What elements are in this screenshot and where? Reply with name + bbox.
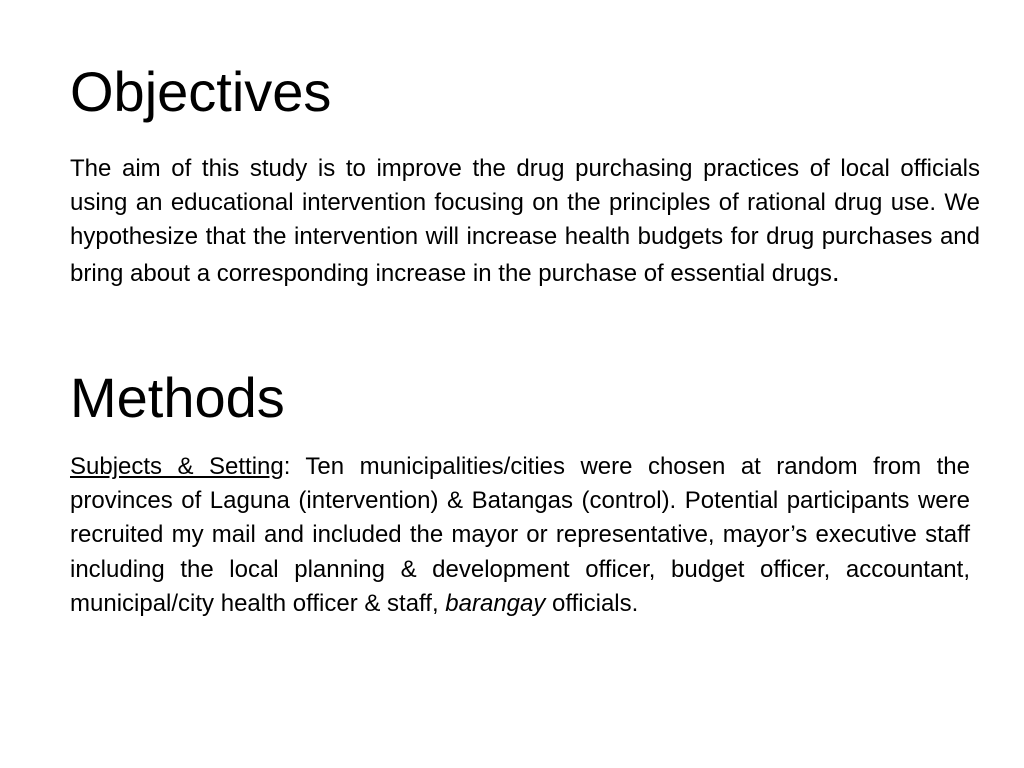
objectives-text: The aim of this study is to improve the drug purchasing practices of local officials using an educational intervention focusing on the principles of rational drug use. We hypothesize that the intervention will increase health budgets for drug purchases and bring about a corresponding increase in the purchase of essential drugs bbox=[70, 155, 980, 287]
barangay-term: barangay bbox=[445, 589, 546, 617]
methods-text-end: officials. bbox=[545, 589, 639, 617]
objectives-period: . bbox=[831, 255, 840, 287]
methods-text: Ten municipalities/cities were chosen at random from the provinces of Laguna (intervention) & Batangas (control). Potential participants were recruited my mail and included the mayor or representative, mayor’s executive staff including the local planning & development officer, budget officer, accountant, municipal/city health officer & staff, bbox=[70, 453, 970, 617]
methods-paragraph bbox=[70, 450, 970, 621]
label-colon: : bbox=[283, 453, 291, 480]
objectives-paragraph bbox=[70, 152, 980, 291]
methods-heading: Methods bbox=[70, 366, 285, 429]
subjects-setting-label: Subjects & Setting bbox=[70, 453, 284, 480]
objectives-heading: Objectives bbox=[70, 60, 332, 123]
